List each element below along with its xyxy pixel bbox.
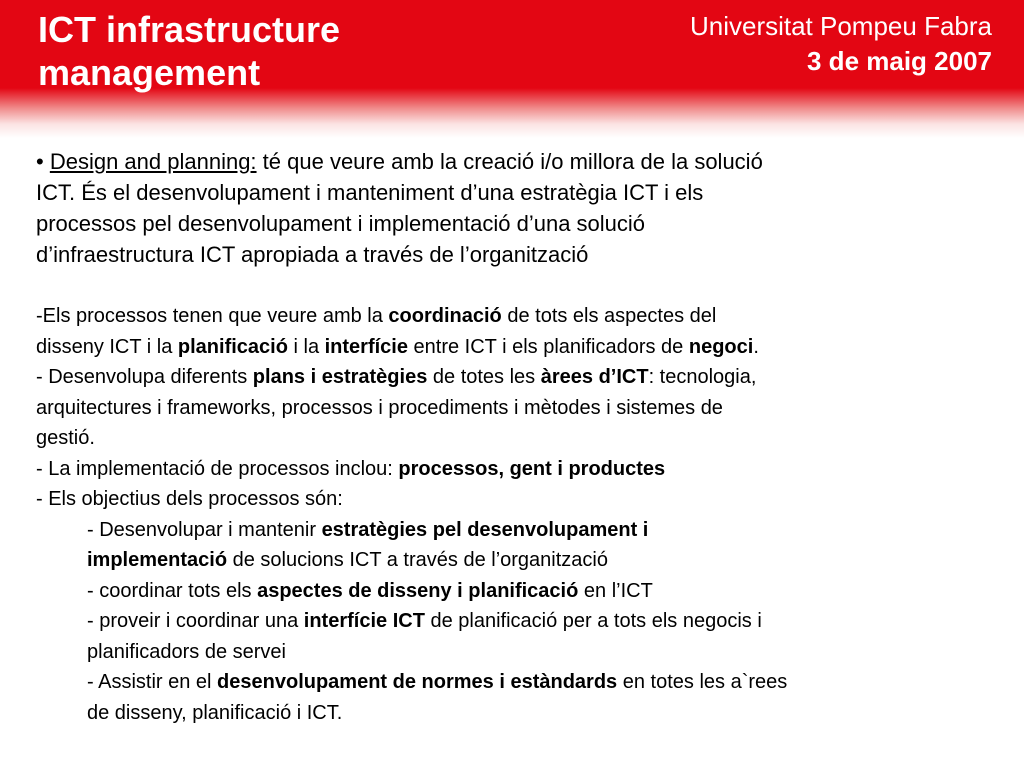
intro-text-line-2: ICT. És el desenvolupament i manteniment d’una estratègia ICT i els: [36, 180, 704, 205]
objective-emphasis: desenvolupament de normes i estàndards: [217, 671, 618, 693]
objective-text: - Assistir en el: [87, 671, 218, 693]
objective-item: [87, 576, 996, 607]
slide-title-line-1: ICT infrastructure: [38, 9, 341, 50]
university-name: Universitat Pompeu Fabra: [689, 11, 992, 41]
point-emphasis: interfície: [324, 335, 408, 358]
objective-emphasis: implementació: [87, 549, 228, 571]
point-coordination: [36, 301, 996, 362]
point-text: de totes les: [427, 366, 541, 388]
presentation-date: 3 de maig 2007: [807, 46, 992, 76]
intro-text-line-4: d’infraestructura ICT apropiada a través de l’organització: [36, 242, 589, 267]
objective-emphasis: interfície ICT: [303, 610, 425, 632]
point-text: entre ICT i els planificadors de: [407, 335, 689, 358]
slide-title-line-2: management: [38, 52, 261, 93]
point-text: i la: [287, 335, 325, 358]
point-strategies: [36, 362, 996, 454]
intro-text-line-1: té que veure amb la creació i/o millora de la solució: [256, 149, 763, 174]
objective-text: planificadors de servei: [87, 640, 286, 663]
point-text: gestió.: [36, 427, 95, 449]
objectives-list: [36, 515, 996, 729]
point-emphasis: processos, gent i productes: [398, 457, 666, 480]
objective-item: [87, 515, 996, 576]
objective-item: [87, 606, 996, 667]
point-text: de tots els aspectes del: [501, 305, 717, 327]
point-emphasis: negoci: [688, 335, 754, 358]
objective-text: - Desenvolupar i mantenir: [87, 518, 322, 541]
objective-emphasis: estratègies pel desenvolupament i: [321, 518, 649, 541]
bullet-glyph: •: [36, 149, 44, 174]
point-text: disseny ICT i la: [36, 335, 178, 358]
point-text: : tecnologia,: [648, 366, 757, 388]
point-implementation: [36, 454, 996, 485]
objective-text: - coordinar tots els: [87, 579, 258, 602]
detail-points: [36, 301, 996, 728]
point-objectives-intro: [36, 484, 996, 515]
objective-text: de solucions ICT a través de l’organització: [227, 549, 608, 571]
point-text: - La implementació de processos inclou:: [36, 457, 399, 480]
intro-text-line-3: processos pel desenvolupament i implementació d’una solució: [36, 211, 646, 236]
intro-heading: Design and planning:: [49, 149, 257, 174]
point-text: -Els processos tenen que veure amb la: [36, 305, 389, 327]
point-emphasis: planificació: [177, 335, 288, 358]
objective-text: de planificació per a tots els negocis i: [424, 610, 762, 632]
point-text: .: [753, 335, 759, 358]
objective-emphasis: aspectes de disseny i planificació: [257, 579, 579, 602]
point-emphasis: plans i estratègies: [252, 366, 428, 388]
point-text: arquitectures i frameworks, processos i procediments i mètodes i sistemes de: [36, 396, 723, 419]
organization-block: [690, 9, 992, 79]
objective-text: en totes les a`rees: [617, 671, 788, 693]
objective-text: de disseny, planificació i ICT.: [87, 701, 343, 724]
slide-body: [36, 146, 996, 728]
point-emphasis: coordinació: [388, 305, 502, 327]
objective-text: - proveir i coordinar una: [87, 610, 304, 632]
objective-text: en l’ICT: [578, 579, 653, 602]
slide-header: [0, 0, 1024, 140]
slide-title: [38, 8, 340, 94]
point-emphasis: àrees d’ICT: [540, 366, 649, 388]
intro-paragraph: [36, 146, 996, 270]
point-text: - Desenvolupa diferents: [36, 366, 253, 388]
point-text: - Els objectius dels processos són:: [36, 488, 343, 510]
objective-item: [87, 667, 996, 728]
